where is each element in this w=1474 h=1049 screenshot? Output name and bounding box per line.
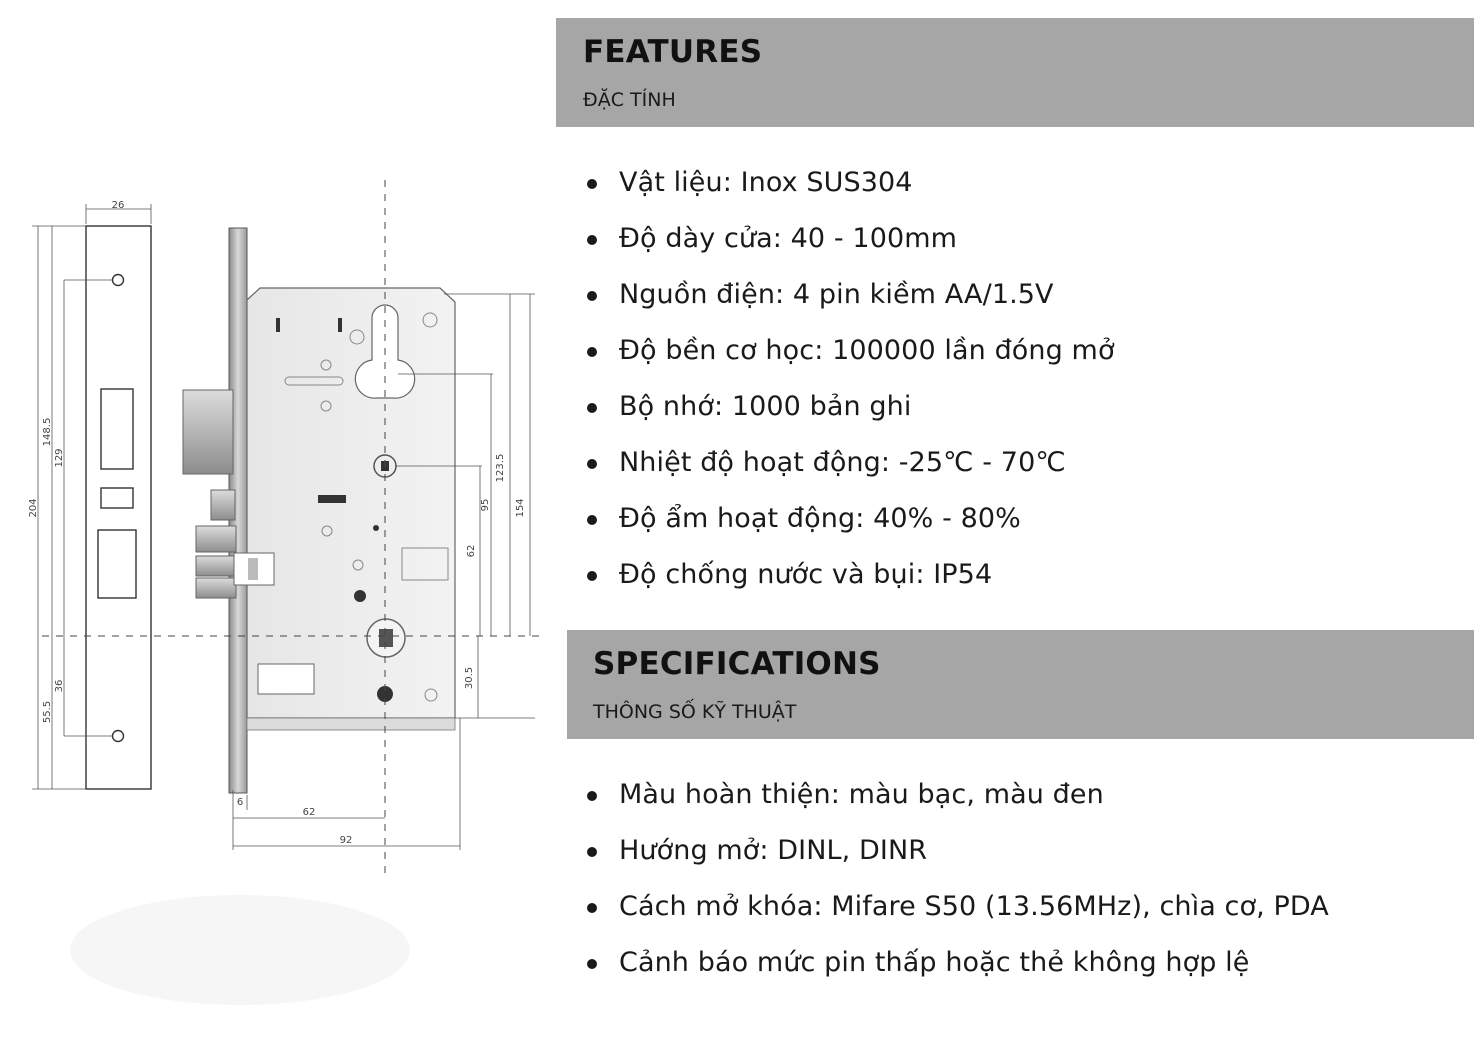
list-item: Nguồn điện: 4 pin kiềm AA/1.5V [583, 267, 1115, 323]
list-item: Độ ẩm hoạt động: 40% - 80% [583, 491, 1115, 547]
faceplate-outline [86, 226, 151, 789]
lock-case [247, 288, 455, 718]
deadbolt [183, 390, 233, 474]
list-item: Nhiệt độ hoạt động: -25℃ - 70℃ [583, 435, 1115, 491]
list-item: Màu hoàn thiện: màu bạc, màu đen [583, 767, 1329, 823]
dim-148-5: 148.5 [42, 417, 53, 447]
dim-62-vertical: 62 [466, 544, 477, 558]
dim-129: 129 [54, 448, 65, 468]
specifications-title: SPECIFICATIONS [593, 646, 881, 682]
dim-6: 6 [236, 797, 244, 808]
list-item: Bộ nhớ: 1000 bản ghi [583, 379, 1115, 435]
dim-26: 26 [111, 200, 125, 211]
list-item: Hướng mở: DINL, DINR [583, 823, 1329, 879]
features-title: FEATURES [583, 34, 763, 70]
specifications-subtitle: THÔNG SỐ KỸ THUẬT [593, 701, 797, 723]
dim-30-5: 30.5 [464, 666, 475, 690]
dim-204: 204 [28, 498, 39, 518]
list-item: Vật liệu: Inox SUS304 [583, 155, 1115, 211]
list-item: Độ bền cơ học: 100000 lần đóng mở [583, 323, 1115, 379]
features-list [583, 155, 1115, 603]
dim-62-horizontal: 62 [302, 807, 316, 818]
left-dimension-labels [28, 200, 124, 723]
mortise-lock-technical-drawing [0, 0, 560, 1049]
dim-55-5: 55.5 [42, 700, 53, 724]
dim-154: 154 [515, 498, 526, 518]
features-subtitle: ĐẶC TÍNH [583, 89, 676, 111]
list-item: Độ chống nước và bụi: IP54 [583, 547, 1115, 603]
dim-36: 36 [54, 679, 65, 693]
dim-95: 95 [480, 498, 491, 512]
features-header [556, 18, 1474, 127]
specifications-header [567, 630, 1474, 739]
dim-92: 92 [339, 835, 353, 846]
list-item: Cảnh báo mức pin thấp hoặc thẻ không hợp lệ [583, 935, 1329, 991]
specifications-list [583, 767, 1329, 991]
latch-bolt [196, 526, 236, 598]
dim-123-5: 123.5 [495, 453, 506, 483]
list-item: Cách mở khóa: Mifare S50 (13.56MHz), chìa cơ, PDA [583, 879, 1329, 935]
list-item: Độ dày cửa: 40 - 100mm [583, 211, 1115, 267]
